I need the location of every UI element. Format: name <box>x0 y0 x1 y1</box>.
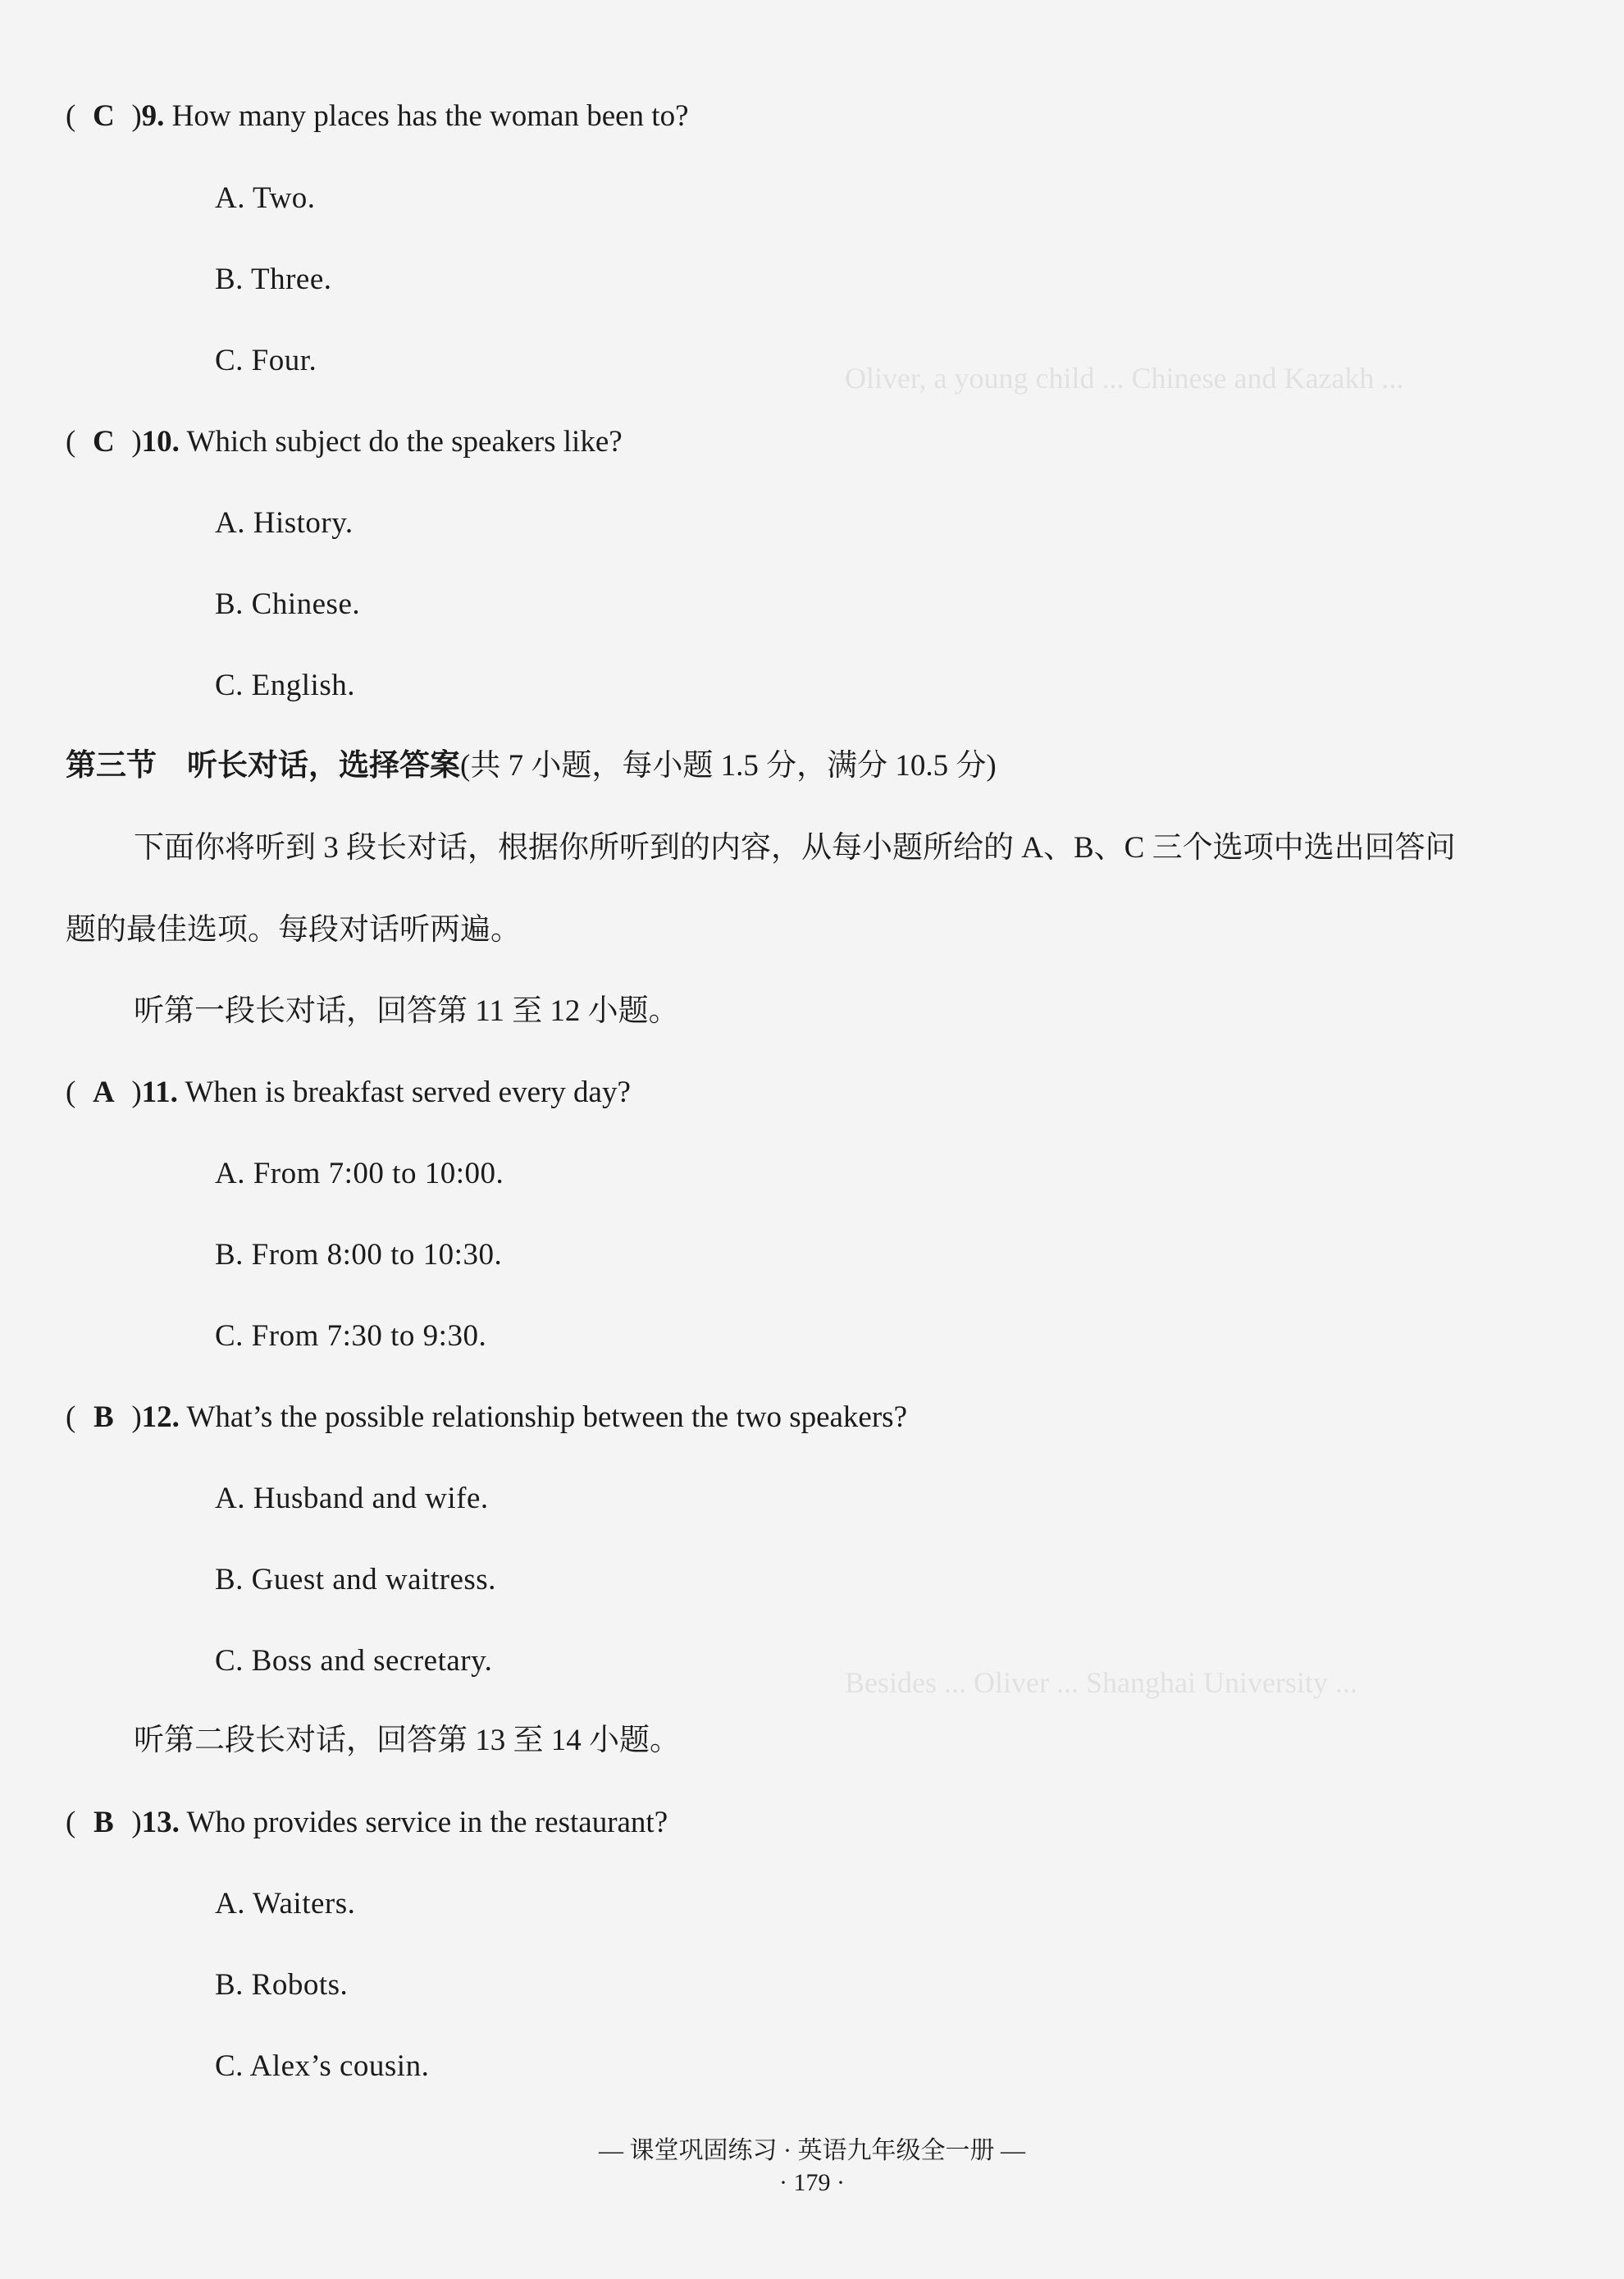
option-c: C. English. <box>215 669 355 702</box>
option-a: A. History. <box>215 506 354 540</box>
question-12: ( B )12. What’s the possible relationship between the two speakers? <box>66 1400 907 1434</box>
section-title: 第三节 听长对话，选择答案 <box>66 749 460 783</box>
question-11: ( A )11. When is breakfast served every day? <box>66 1076 631 1109</box>
question-text: Which subject do the speakers like? <box>186 425 623 459</box>
footer-book-title: — 课堂巩固练习 · 英语九年级全一册 — <box>599 2137 1025 2164</box>
question-text: What’s the possible relationship between the two speakers? <box>186 1400 907 1434</box>
answer-mark: B <box>93 1400 114 1434</box>
option-c: C. From 7:30 to 9:30. <box>215 1319 487 1353</box>
bleed-through-text: Oliver, a young child ... Chinese and Kazakh ... <box>845 362 1404 395</box>
section-heading <box>66 748 997 784</box>
answer-mark: C <box>92 99 115 133</box>
option-b: B. From 8:00 to 10:30. <box>215 1238 503 1272</box>
section-detail: (共 7 小题，每小题 1.5 分，满分 10.5 分) <box>460 749 997 783</box>
question-text: How many places has the woman been to? <box>171 99 689 133</box>
answer-mark: B <box>93 1806 114 1839</box>
option-b: B. Guest and waitress. <box>215 1563 496 1596</box>
question-number: 11. <box>141 1076 178 1109</box>
answer-mark: C <box>92 425 115 459</box>
option-b: B. Three. <box>215 263 332 296</box>
question-10: ( C )10. Which subject do the speakers like? <box>66 425 623 459</box>
section-instruction: 下面你将听到 3 段长对话，根据你所听到的内容，从每小题所给的 A、B、C 三个选项中选出回答问 <box>134 831 1456 865</box>
option-a: A. From 7:00 to 10:00. <box>215 1157 504 1190</box>
question-9: ( C )9. How many places has the woman been to? <box>66 99 689 133</box>
option-b: B. Robots. <box>215 1968 349 2002</box>
question-number: 12. <box>141 1400 180 1434</box>
option-a: A. Two. <box>215 181 316 215</box>
section-instruction-cont: 题的最佳选项。每段对话听两遍。 <box>66 913 521 947</box>
dialogue-2-instruction: 听第二段长对话，回答第 13 至 14 小题。 <box>134 1724 680 1757</box>
page-number: · 179 · <box>779 2169 845 2196</box>
answer-mark: A <box>92 1076 115 1109</box>
option-c: C. Alex’s cousin. <box>215 2049 430 2083</box>
option-b: B. Chinese. <box>215 587 361 621</box>
option-a: A. Waiters. <box>215 1887 356 1920</box>
option-c: C. Boss and secretary. <box>215 1644 493 1678</box>
question-number: 10. <box>141 425 180 459</box>
option-c: C. Four. <box>215 344 317 377</box>
question-number: 13. <box>141 1806 180 1839</box>
bleed-through-text: Besides ... Oliver ... Shanghai University ... <box>845 1666 1357 1699</box>
question-13: ( B )13. Who provides service in the restaurant? <box>66 1806 668 1839</box>
question-text: When is breakfast served every day? <box>185 1076 631 1109</box>
question-number: 9. <box>141 99 165 133</box>
option-a: A. Husband and wife. <box>215 1482 489 1515</box>
question-text: Who provides service in the restaurant? <box>186 1806 668 1839</box>
dialogue-1-instruction: 听第一段长对话，回答第 11 至 12 小题。 <box>134 994 679 1028</box>
